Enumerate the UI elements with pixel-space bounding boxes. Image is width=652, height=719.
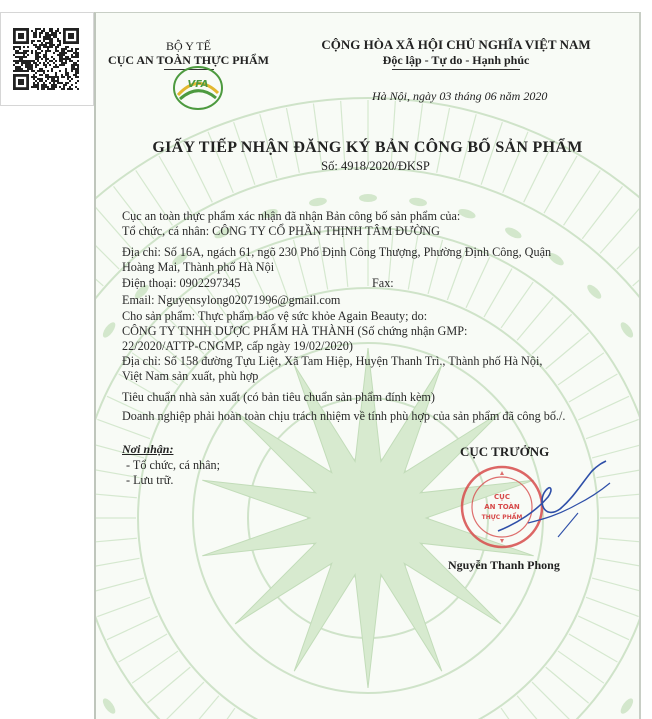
manufacturer-address-2: Việt Nam sản xuất, phù hợp xyxy=(122,369,258,384)
recipient-item: - Lưu trữ. xyxy=(126,473,173,488)
intro-text: Cục an toàn thực phẩm xác nhận đã nhận Bản công bố sản phẩm của: xyxy=(122,209,460,224)
document-number: Số: 4918/2020/ĐKSP xyxy=(104,159,641,174)
qr-code-icon xyxy=(13,28,79,90)
place-date: Hà Nội, ngày 03 tháng 06 năm 2020 xyxy=(372,89,547,104)
stamp-text-1: CỤC xyxy=(494,493,510,501)
manufacturer-line-1: CÔNG TY TNHH DƯỢC PHẨM HÀ THÀNH (Số chứng nhận GMP: xyxy=(122,324,467,339)
standard-line: Tiêu chuẩn nhà sản xuất (có bản tiêu chuẩn sản phẩm đính kèm) xyxy=(122,390,435,405)
address-line-1: Địa chỉ: Số 16A, ngách 61, ngõ 230 Phố Định Công Thượng, Phường Định Công, Quận xyxy=(122,245,551,260)
certificate-document xyxy=(94,12,641,719)
national-motto: Độc lập - Tự do - Hạnh phúc xyxy=(271,53,641,68)
vfa-logo-text: VFA xyxy=(187,79,208,90)
handwritten-signature-icon xyxy=(488,453,618,553)
fax-line: Fax: xyxy=(372,276,394,291)
ministry-name: BỘ Y TẾ xyxy=(96,39,281,54)
manufacturer-line-2: 22/2020/ATTP-CNGMP, cấp ngày 19/02/2020) xyxy=(122,339,353,354)
qr-code-box xyxy=(0,12,94,106)
email-line: Email: Nguyensylong02071996@gmail.com xyxy=(122,293,340,308)
responsibility-line: Doanh nghiệp phải hoàn toàn chịu trách nhiệm về tính phù hợp của sản phẩm đã công bố./. xyxy=(122,409,565,424)
phone-line: Điện thoại: 0902297345 xyxy=(122,276,240,291)
agency-name: CỤC AN TOÀN THỰC PHẨM xyxy=(96,53,281,68)
recipients-label: Nơi nhận: xyxy=(122,442,173,457)
product-line: Cho sản phẩm: Thực phẩm bảo vệ sức khỏe Again Beauty; do: xyxy=(122,309,427,324)
stamp-text-3: THỰC PHẨM xyxy=(482,513,523,521)
stamp-text-2: AN TOÀN xyxy=(484,502,520,511)
address-line-2: Hoàng Mai, Thành phố Hà Nội xyxy=(122,260,274,275)
country-name: CỘNG HÒA XÃ HỘI CHỦ NGHĨA VIỆT NAM xyxy=(271,37,641,53)
vfa-logo-icon xyxy=(172,65,224,111)
document-title: GIẤY TIẾP NHẬN ĐĂNG KÝ BẢN CÔNG BỐ SẢN PHẨM xyxy=(96,139,639,157)
organization-line: Tổ chức, cá nhân: CÔNG TY CỔ PHẦN THỊNH TÂM ĐƯỜNG xyxy=(122,224,440,239)
signer-name: Nguyễn Thanh Phong xyxy=(448,558,560,573)
motto-underline xyxy=(392,69,520,70)
recipient-item: - Tổ chức, cá nhân; xyxy=(126,458,220,473)
signer-title: CỤC TRƯỞNG xyxy=(460,444,549,460)
manufacturer-address-1: Địa chỉ: Số 158 đường Tựu Liệt, Xã Tam Hiệp, Huyện Thanh Trì., Thành phố Hà Nội, xyxy=(122,354,542,369)
